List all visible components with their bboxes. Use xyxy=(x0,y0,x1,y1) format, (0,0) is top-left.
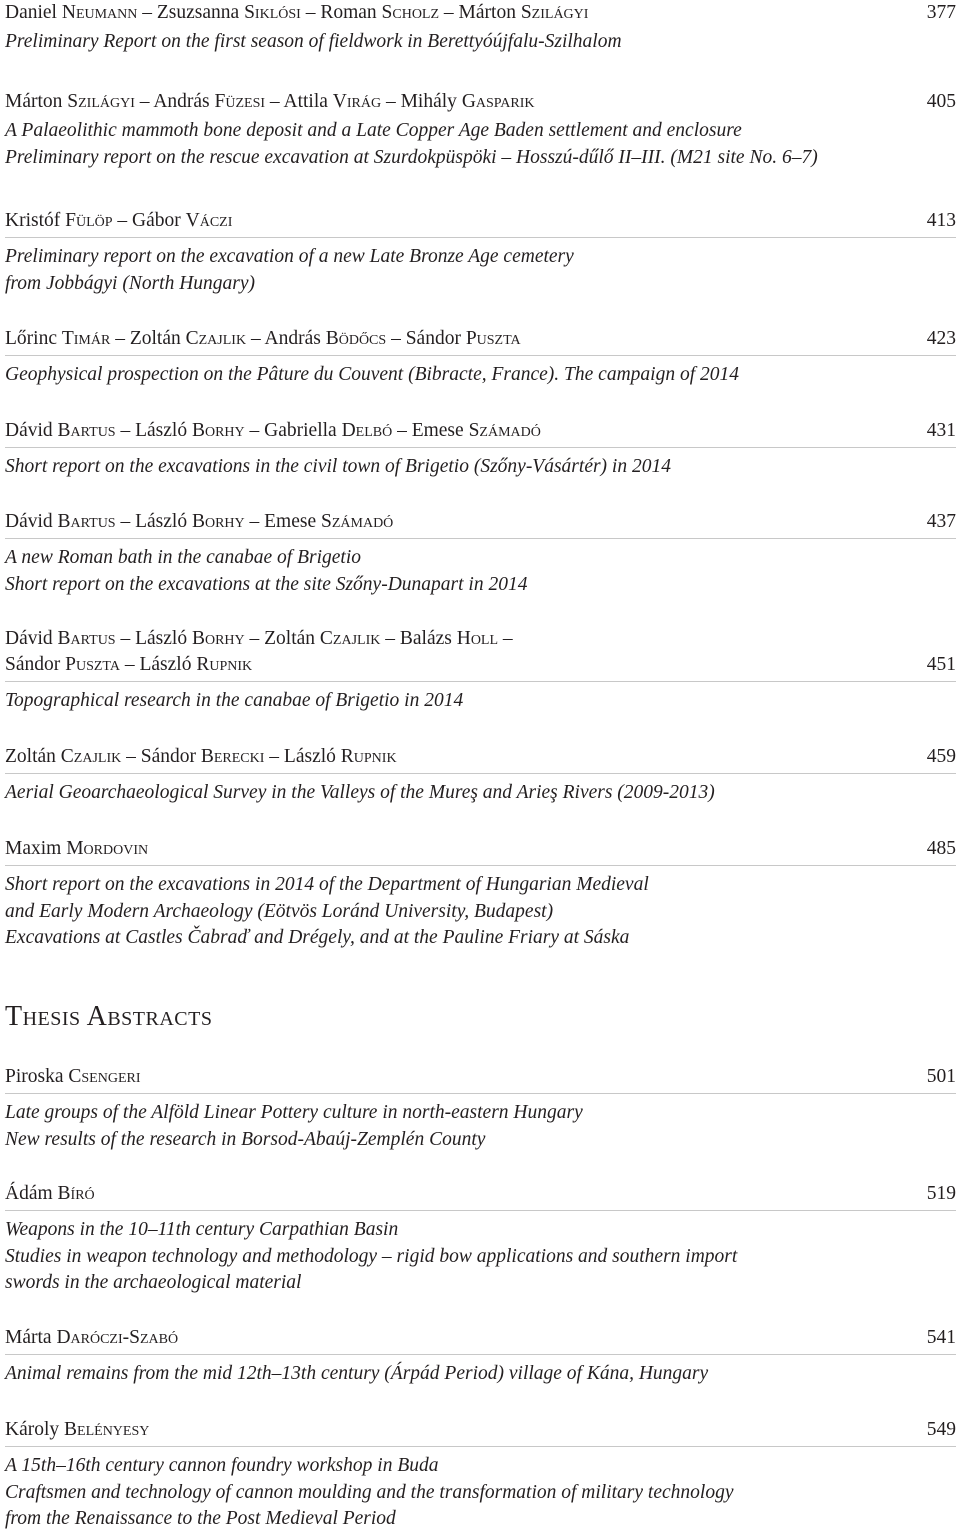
author-name: Márton Szilágyi xyxy=(458,2,589,23)
author-name: Gabriella Delbó xyxy=(264,420,393,441)
toc-entry xyxy=(5,418,956,481)
entry-author-row xyxy=(5,744,956,773)
author-name: Zsuzsanna Siklósi xyxy=(156,2,301,23)
entry-title: Animal remains from the mid 12th–13th century (Árpád Period) village of Kána, Hungary xyxy=(5,1363,709,1384)
entry-authors xyxy=(5,1181,956,1207)
entry-title: swords in the archaeological material xyxy=(5,1272,302,1293)
page-number: 377 xyxy=(926,2,956,23)
entry-authors xyxy=(5,836,956,862)
entry-title: Studies in weapon technology and methodology – rigid bow applications and southern import xyxy=(5,1245,738,1267)
author-name: Ádám Bíró xyxy=(5,1183,95,1204)
entry-title: Aerial Geoarchaeological Survey in the Valleys of the Mureş and Arieş Rivers (2009-2013) xyxy=(5,782,715,803)
page-number: 501 xyxy=(926,1066,956,1087)
author-name: Daniel Neumann xyxy=(5,2,138,23)
page-number: 437 xyxy=(926,511,956,532)
author-name: László Rupnik xyxy=(283,746,397,767)
author-name: László Borhy xyxy=(135,511,245,532)
toc-entry xyxy=(5,1325,956,1388)
entry-titles xyxy=(5,118,956,171)
author-name: Károly Belényesy xyxy=(5,1419,150,1440)
entry-title: Preliminary Report on the first season of fieldwork in Berettyóújfalu-Szilhalom xyxy=(5,31,622,52)
toc-entry xyxy=(5,326,956,389)
toc-entry xyxy=(5,208,956,297)
toc-entry xyxy=(5,1417,956,1533)
entry-author-row xyxy=(5,626,956,681)
entry-authors: Márton Szilágyi – András Füzesi – Attila Virág – Mihály Gasparik xyxy=(5,91,535,112)
entry-titles xyxy=(5,1211,956,1297)
entry-author-row xyxy=(5,0,956,29)
author-name: Mihály Gasparik xyxy=(400,91,535,112)
page-number: 459 xyxy=(926,746,956,767)
entry-authors: Dávid Bartus – László Borhy – Emese Számadó xyxy=(5,511,394,532)
page-number: 541 xyxy=(926,1327,956,1348)
entry-title: from Jobbágyi (North Hungary) xyxy=(5,272,256,294)
author-name: Emese Számadó xyxy=(264,511,394,532)
entry-title: Craftsmen and technology of cannon moulding and the transformation of military technology xyxy=(5,1481,734,1503)
page-number: 405 xyxy=(926,91,956,112)
author-name: Márton Szilágyi xyxy=(5,91,135,112)
author-name: Attila Virág xyxy=(283,91,382,112)
author-name: András Bödőcs xyxy=(264,328,387,349)
entry-authors: Dávid Bartus – László Borhy – Gabriella Delbó – Emese Számadó xyxy=(5,420,541,441)
entry-title: Short report on the excavations at the site Szőny-Dunapart in 2014 xyxy=(5,573,528,595)
entry-titles xyxy=(5,448,956,481)
entry-author-row xyxy=(5,1064,956,1093)
author-name: András Füzesi xyxy=(153,91,266,112)
page-number: 431 xyxy=(926,420,956,441)
entry-authors xyxy=(5,1417,956,1443)
author-name: Roman Scholz xyxy=(320,2,440,23)
entry-authors xyxy=(5,1325,956,1351)
entry-title: Excavations at Castles Čabraď and Drégely, and at the Pauline Friary at Sáska xyxy=(5,927,630,948)
section-heading: Thesis Abstracts xyxy=(5,1001,213,1032)
entry-title: Preliminary report on the excavation of a new Late Bronze Age cemetery xyxy=(5,246,574,267)
author-line: Sándor Puszta – László Rupnik xyxy=(5,654,253,675)
entry-titles xyxy=(5,774,956,807)
author-name: Piroska Csengeri xyxy=(5,1066,141,1087)
entry-title: Late groups of the Alföld Linear Pottery culture in north-eastern Hungary xyxy=(5,1102,583,1123)
author-name: Dávid Bartus xyxy=(5,511,116,532)
author-name: Zoltán Czajlik xyxy=(5,746,122,767)
author-name: Emese Számadó xyxy=(411,420,541,441)
author-name: Márta Daróczi-Szabó xyxy=(5,1327,179,1348)
entry-author-row xyxy=(5,418,956,447)
toc-entry xyxy=(5,1064,956,1153)
entry-titles xyxy=(5,238,956,297)
entry-titles xyxy=(5,1447,956,1533)
entry-title: A new Roman bath in the canabae of Brigetio xyxy=(5,547,362,568)
entry-titles xyxy=(5,1355,956,1388)
entry-titles xyxy=(5,1094,956,1153)
author-name: Maxim Mordovin xyxy=(5,838,149,859)
entry-title: Weapons in the 10–11th century Carpathian Basin xyxy=(5,1219,399,1240)
page-number: 485 xyxy=(926,838,956,859)
page-number: 451 xyxy=(926,654,956,675)
entry-title: Geophysical prospection on the Pâture du Couvent (Bibracte, France). The campaign of 2014 xyxy=(5,364,739,385)
entry-authors: Lőrinc Timár – Zoltán Czajlik – András Bödőcs – Sándor Puszta xyxy=(5,328,521,349)
entry-authors: Zoltán Czajlik – Sándor Berecki – László Rupnik xyxy=(5,746,397,767)
entry-author-row xyxy=(5,509,956,538)
page-number: 519 xyxy=(926,1183,956,1204)
author-line: Dávid Bartus – László Borhy – Zoltán Czajlik – Balázs Holl – xyxy=(5,628,513,649)
entry-title: New results of the research in Borsod-Abaúj-Zemplén County xyxy=(5,1128,486,1150)
toc-entry xyxy=(5,0,956,56)
entry-author-row xyxy=(5,208,956,237)
entry-author-row xyxy=(5,1325,956,1354)
toc-entry xyxy=(5,509,956,598)
entry-authors: Kristóf Fülöp – Gábor Váczi xyxy=(5,210,233,231)
entry-title: A 15th–16th century cannon foundry workshop in Buda xyxy=(5,1455,439,1476)
entry-titles xyxy=(5,866,956,952)
entry-titles xyxy=(5,29,956,56)
entry-title: Topographical research in the canabae of Brigetio in 2014 xyxy=(5,690,464,711)
toc-entry xyxy=(5,744,956,807)
entry-title: Short report on the excavations in 2014 of the Department of Hungarian Medieval xyxy=(5,874,649,895)
entry-title: from the Renaissance to the Post Medieval Period xyxy=(5,1508,396,1529)
author-name: Dávid Bartus xyxy=(5,420,116,441)
entry-author-row xyxy=(5,89,956,118)
author-name: Kristóf Fülöp xyxy=(5,210,113,231)
author-name: Sándor Puszta xyxy=(405,328,521,349)
entry-author-row xyxy=(5,326,956,355)
toc-entry xyxy=(5,626,956,715)
entry-title: Short report on the excavations in the civil town of Brigetio (Szőny-Vásártér) in 2014 xyxy=(5,456,671,477)
entry-titles xyxy=(5,682,956,715)
entry-author-row xyxy=(5,836,956,865)
page-number: 423 xyxy=(926,328,956,349)
entry-authors xyxy=(5,1064,956,1090)
entry-authors xyxy=(5,626,956,678)
author-name: Sándor Berecki xyxy=(140,746,265,767)
author-name: Gábor Váczi xyxy=(132,210,233,231)
author-name: Lőrinc Timár xyxy=(5,328,111,349)
entry-author-row xyxy=(5,1181,956,1210)
toc-entry xyxy=(5,836,956,952)
entry-titles xyxy=(5,539,956,598)
author-name: László Borhy xyxy=(135,420,245,441)
entry-title: and Early Modern Archaeology (Eötvös Loránd University, Budapest) xyxy=(5,900,554,922)
author-name: Zoltán Czajlik xyxy=(129,328,247,349)
page-number: 413 xyxy=(926,210,956,231)
entry-authors: Daniel Neumann – Zsuzsanna Siklósi – Roman Scholz – Márton Szilágyi xyxy=(5,2,589,23)
entry-title: A Palaeolithic mammoth bone deposit and a Late Copper Age Baden settlement and enclosure xyxy=(5,120,742,141)
page-number: 549 xyxy=(926,1419,956,1440)
toc-entry xyxy=(5,89,956,171)
toc-entry xyxy=(5,1181,956,1297)
entry-title: Preliminary report on the rescue excavation at Szurdokpüspöki – Hosszú-dűlő II–III. (M21 site No. 6–7) xyxy=(5,146,818,168)
entry-author-row xyxy=(5,1417,956,1446)
entry-titles xyxy=(5,356,956,389)
